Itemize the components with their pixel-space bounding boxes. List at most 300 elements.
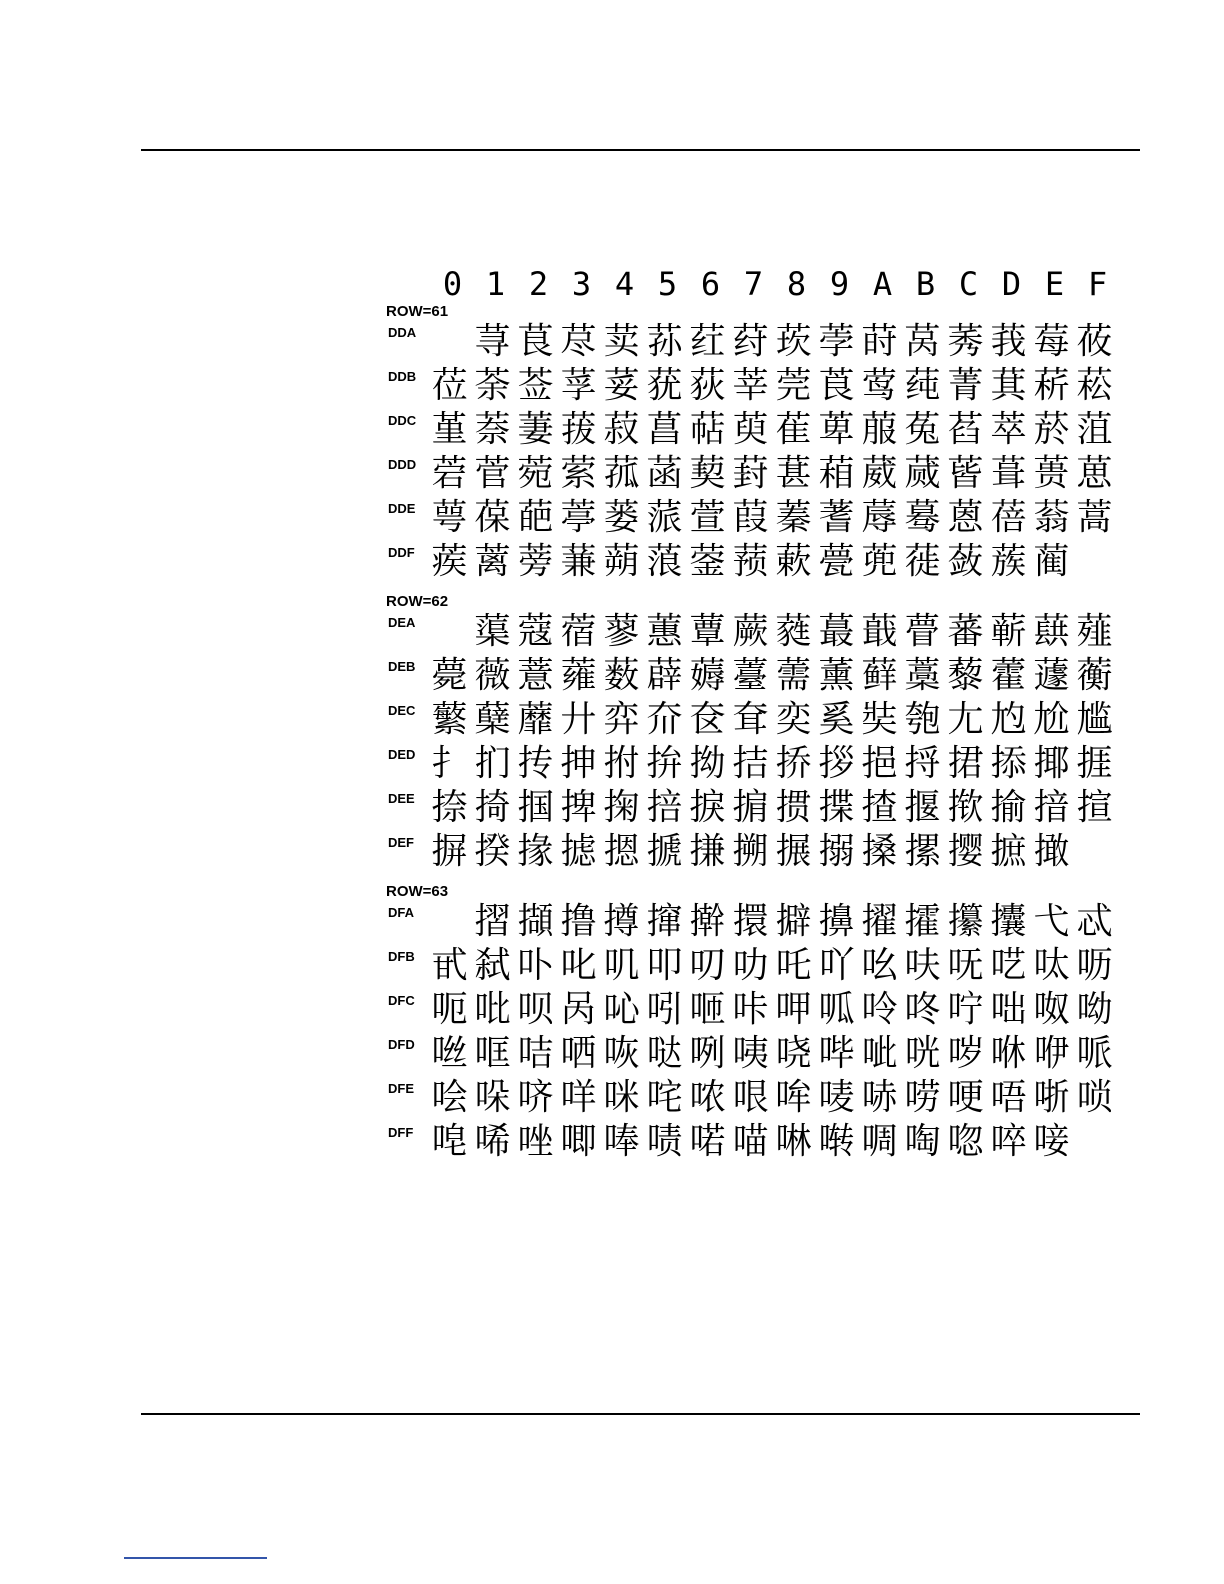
glyph-cell: 咿: [1033, 1033, 1070, 1074]
glyph-cell: 蒺: [431, 541, 468, 582]
glyph-cell: 葸: [1076, 453, 1113, 494]
glyph-cell: 拚: [646, 743, 683, 784]
glyph-cell: 拊: [603, 743, 640, 784]
table-body: [386, 304, 1146, 1164]
glyph-cell: 呷: [775, 989, 812, 1030]
glyph-cell: 撺: [646, 901, 683, 942]
glyph-cell: 萁: [990, 365, 1027, 406]
glyph-cell: 蓼: [603, 611, 640, 652]
glyph-cell: 蓣: [732, 541, 769, 582]
glyph-cell: 莼: [904, 365, 941, 406]
glyph-cell: 葶: [560, 497, 597, 538]
row-code: DEC: [388, 703, 416, 718]
block-spacer: [386, 874, 1146, 884]
glyph-cell: 蓍: [818, 497, 855, 538]
glyph-cell: 荸: [818, 321, 855, 362]
glyph-cell: 荭: [689, 321, 726, 362]
glyph-cell: 啁: [861, 1121, 898, 1162]
glyph-cell: 弑: [474, 945, 511, 986]
glyph-cell: 撸: [560, 901, 597, 942]
glyph-cell: 哐: [474, 1033, 511, 1074]
glyph-cell: 唑: [517, 1121, 554, 1162]
glyph-cell: 甙: [431, 945, 468, 986]
glyph-cell: 攉: [904, 901, 941, 942]
column-header-4: 4: [614, 265, 635, 303]
glyph-cell: 莞: [775, 365, 812, 406]
glyph-cell: 菘: [1076, 365, 1113, 406]
row-label: ROW=61: [386, 303, 449, 320]
glyph-cell: 蘧: [1033, 655, 1070, 696]
glyph-cell: 撄: [947, 831, 984, 872]
glyph-cell: 蕲: [990, 611, 1027, 652]
glyph-cell: 萆: [818, 409, 855, 450]
glyph-cell: 蔺: [1033, 541, 1070, 582]
glyph-cell: 奁: [689, 699, 726, 740]
glyph-cell: 莴: [904, 321, 941, 362]
row-block: [386, 884, 1146, 1164]
glyph-cell: 莳: [861, 321, 898, 362]
glyph-cell: 抻: [560, 743, 597, 784]
glyph-cell: 拗: [689, 743, 726, 784]
glyph-cell: 喏: [689, 1121, 726, 1162]
glyph-cell: 揄: [990, 787, 1027, 828]
glyph-cell: 蓿: [560, 611, 597, 652]
glyph-cell: 吡: [474, 989, 511, 1030]
glyph-cell: 蓰: [904, 541, 941, 582]
glyph-cell: 荩: [560, 321, 597, 362]
glyph-cell: 哓: [775, 1033, 812, 1074]
glyph-cell: 堇: [431, 409, 468, 450]
glyph-cell: 菔: [861, 409, 898, 450]
table-row: [386, 496, 1146, 540]
glyph-cell: 蕈: [689, 611, 726, 652]
glyph-cell: 搠: [732, 831, 769, 872]
table-row: [386, 408, 1146, 452]
glyph-cell: 呖: [1076, 945, 1113, 986]
glyph-cell: 揲: [818, 787, 855, 828]
glyph-cell: 咣: [904, 1033, 941, 1074]
glyph-cell: 蕃: [947, 611, 984, 652]
table-row: [386, 900, 1146, 944]
glyph-cell: 呙: [560, 989, 597, 1030]
glyph-cell: 蘖: [474, 699, 511, 740]
glyph-cell: 擷: [517, 901, 554, 942]
glyph-cell: 蓦: [904, 497, 941, 538]
glyph-cell: 揞: [1033, 787, 1070, 828]
glyph-cell: 荨: [474, 321, 511, 362]
glyph-cell: 摭: [990, 831, 1027, 872]
glyph-cell: 蕨: [732, 611, 769, 652]
glyph-cell: 蒗: [646, 541, 683, 582]
column-header-e: E: [1044, 265, 1065, 303]
glyph-cell: 揠: [904, 787, 941, 828]
glyph-cell: 哧: [861, 1077, 898, 1118]
glyph-cell: 摁: [603, 831, 640, 872]
glyph-cell: 卟: [517, 945, 554, 986]
glyph-cell: 葩: [517, 497, 554, 538]
glyph-cell: 哝: [689, 1077, 726, 1118]
column-header-6: 6: [700, 265, 721, 303]
glyph-cell: 掴: [517, 787, 554, 828]
row-code: DED: [388, 747, 416, 762]
glyph-cell: 攥: [947, 901, 984, 942]
glyph-cell: 咧: [689, 1033, 726, 1074]
glyph-cell: 吲: [646, 989, 683, 1030]
glyph-cell: 叱: [560, 945, 597, 986]
glyph-cell: 哕: [947, 1033, 984, 1074]
glyph-cell: 擤: [818, 901, 855, 942]
glyph-cell: 菁: [947, 365, 984, 406]
glyph-cell: 咂: [689, 989, 726, 1030]
glyph-cell: 匏: [904, 699, 941, 740]
column-header-0: 0: [442, 265, 463, 303]
glyph-cell: 菖: [646, 409, 683, 450]
glyph-cell: 哚: [474, 1077, 511, 1118]
glyph-cell: 薷: [775, 655, 812, 696]
glyph-cell: 呲: [861, 1033, 898, 1074]
row-code: DFB: [388, 949, 415, 964]
glyph-cell: 吒: [775, 945, 812, 986]
glyph-cell: 撙: [603, 901, 640, 942]
glyph-cell: 喵: [732, 1121, 769, 1162]
glyph-cell: 蒡: [517, 541, 554, 582]
glyph-cell: 摺: [474, 901, 511, 942]
glyph-cell: 蘩: [431, 699, 468, 740]
table-row: [386, 1120, 1146, 1164]
glyph-cell: 蔻: [517, 611, 554, 652]
glyph-cell: 挹: [861, 743, 898, 784]
glyph-cell: 捺: [431, 787, 468, 828]
glyph-cell: 掭: [990, 743, 1027, 784]
glyph-cell: 擐: [732, 901, 769, 942]
glyph-cell: 薮: [603, 655, 640, 696]
glyph-cell: 薰: [818, 655, 855, 696]
glyph-cell: 忒: [1076, 901, 1113, 942]
column-header-5: 5: [657, 265, 678, 303]
glyph-cell: 搡: [861, 831, 898, 872]
glyph-cell: 葺: [990, 453, 1027, 494]
glyph-cell: 尢: [947, 699, 984, 740]
glyph-cell: 菸: [1033, 409, 1070, 450]
column-header-f: F: [1087, 265, 1108, 303]
glyph-cell: 搌: [775, 831, 812, 872]
table-row: [386, 830, 1146, 874]
glyph-cell: 薤: [1076, 611, 1113, 652]
glyph-cell: 瞢: [904, 611, 941, 652]
glyph-cell: 吖: [818, 945, 855, 986]
glyph-cell: 萼: [431, 497, 468, 538]
row-code: DDA: [388, 325, 417, 340]
glyph-cell: 荪: [646, 321, 683, 362]
glyph-cell: 咄: [990, 989, 1027, 1030]
glyph-cell: 蓊: [1033, 497, 1070, 538]
glyph-cell: 莪: [990, 321, 1027, 362]
glyph-cell: 葭: [732, 497, 769, 538]
glyph-cell: 呱: [818, 989, 855, 1030]
row-label: ROW=62: [386, 593, 449, 610]
glyph-cell: 搦: [818, 831, 855, 872]
glyph-cell: 藿: [990, 655, 1027, 696]
glyph-cell: 蘼: [517, 699, 554, 740]
table-row: [386, 364, 1146, 408]
glyph-cell: 叻: [732, 945, 769, 986]
glyph-cell: 啭: [818, 1121, 855, 1162]
glyph-cell: 蒴: [603, 541, 640, 582]
glyph-cell: 掼: [775, 787, 812, 828]
glyph-cell: 蕹: [560, 655, 597, 696]
glyph-cell: 蒿: [1076, 497, 1113, 538]
glyph-cell: 啧: [646, 1121, 683, 1162]
glyph-cell: 咔: [732, 989, 769, 1030]
glyph-cell: 萜: [689, 409, 726, 450]
glyph-cell: 菀: [517, 453, 554, 494]
row-block: [386, 304, 1146, 584]
glyph-cell: 呗: [517, 989, 554, 1030]
glyph-cell: 蔸: [861, 541, 898, 582]
glyph-cell: 呤: [861, 989, 898, 1030]
glyph-cell: 擢: [861, 901, 898, 942]
glyph-cell: 蓐: [861, 497, 898, 538]
table-row: [386, 540, 1146, 584]
glyph-cell: 挢: [775, 743, 812, 784]
row-code: DEA: [388, 615, 416, 630]
glyph-cell: 弋: [1033, 901, 1070, 942]
glyph-cell: 擗: [775, 901, 812, 942]
glyph-cell: 哌: [1076, 1033, 1113, 1074]
row-code: DDC: [388, 413, 417, 428]
glyph-cell: 哒: [646, 1033, 683, 1074]
glyph-cell: 尥: [990, 699, 1027, 740]
table-row: [386, 944, 1146, 988]
glyph-cell: 萦: [560, 453, 597, 494]
glyph-cell: 蔌: [775, 541, 812, 582]
column-header-8: 8: [786, 265, 807, 303]
glyph-cell: 蒽: [947, 497, 984, 538]
glyph-cell: 尴: [1076, 699, 1113, 740]
glyph-cell: 揎: [1076, 787, 1113, 828]
glyph-cell: 掾: [517, 831, 554, 872]
glyph-cell: 拮: [732, 743, 769, 784]
glyph-cell: 菥: [1033, 365, 1070, 406]
header-rule: [141, 149, 1140, 151]
glyph-cell: 扌: [431, 743, 468, 784]
glyph-cell: 捭: [560, 787, 597, 828]
glyph-cell: 蒉: [1033, 453, 1070, 494]
table-row: [386, 1032, 1146, 1076]
glyph-cell: 呋: [904, 945, 941, 986]
glyph-cell: 叽: [603, 945, 640, 986]
glyph-cell: 蓠: [474, 541, 511, 582]
glyph-cell: 掎: [474, 787, 511, 828]
glyph-cell: 茛: [517, 321, 554, 362]
glyph-cell: 藜: [947, 655, 984, 696]
glyph-cell: 哞: [775, 1077, 812, 1118]
glyph-cell: 弈: [603, 699, 640, 740]
glyph-cell: 葙: [818, 453, 855, 494]
glyph-cell: 蕺: [861, 611, 898, 652]
glyph-cell: 薜: [646, 655, 683, 696]
glyph-cell: 莶: [517, 365, 554, 406]
glyph-cell: 蒇: [904, 453, 941, 494]
glyph-cell: 哳: [1033, 1077, 1070, 1118]
table-row: [386, 786, 1146, 830]
glyph-cell: 夼: [646, 699, 683, 740]
glyph-cell: 萱: [689, 497, 726, 538]
glyph-cell: 唧: [560, 1121, 597, 1162]
glyph-cell: 咻: [990, 1033, 1027, 1074]
glyph-cell: 哏: [732, 1077, 769, 1118]
glyph-cell: 唢: [1076, 1077, 1113, 1118]
table-row: [386, 1076, 1146, 1120]
glyph-cell: 莘: [732, 365, 769, 406]
glyph-cell: 咚: [904, 989, 941, 1030]
glyph-cell: 藓: [861, 655, 898, 696]
glyph-cell: 蕻: [1033, 611, 1070, 652]
glyph-cell: 唏: [474, 1121, 511, 1162]
glyph-cell: 唿: [947, 1121, 984, 1162]
glyph-cell: 荮: [732, 321, 769, 362]
row-code: DEB: [388, 659, 416, 674]
glyph-cell: 吆: [861, 945, 898, 986]
table-row: [386, 698, 1146, 742]
glyph-cell: 揶: [1033, 743, 1070, 784]
row-code: DDE: [388, 501, 416, 516]
glyph-cell: 蓓: [990, 497, 1027, 538]
glyph-cell: 尬: [1033, 699, 1070, 740]
glyph-cell: 啉: [775, 1121, 812, 1162]
block-spacer: [386, 584, 1146, 594]
glyph-cell: 摒: [431, 831, 468, 872]
glyph-cell: 咩: [560, 1077, 597, 1118]
column-header-d: D: [1001, 265, 1022, 303]
glyph-cell: 呶: [1033, 989, 1070, 1030]
glyph-cell: 薹: [732, 655, 769, 696]
glyph-cell: 咛: [947, 989, 984, 1030]
glyph-cell: 呔: [1033, 945, 1070, 986]
glyph-cell: 菪: [431, 453, 468, 494]
glyph-cell: 捱: [1076, 743, 1113, 784]
glyph-cell: 葜: [689, 453, 726, 494]
glyph-cell: 蔟: [990, 541, 1027, 582]
column-header-b: B: [915, 265, 936, 303]
glyph-cell: 莰: [775, 321, 812, 362]
glyph-cell: 廾: [560, 699, 597, 740]
glyph-cell: 蕙: [646, 611, 683, 652]
column-header-7: 7: [743, 265, 764, 303]
glyph-cell: 唔: [990, 1077, 1027, 1118]
glyph-cell: 薨: [431, 655, 468, 696]
glyph-cell: 葑: [732, 453, 769, 494]
glyph-cell: 蘅: [1076, 655, 1113, 696]
table-row: [386, 988, 1146, 1032]
glyph-cell: 叨: [689, 945, 726, 986]
glyph-cell: 捋: [904, 743, 941, 784]
glyph-cell: 蒌: [603, 497, 640, 538]
glyph-cell: 呒: [947, 945, 984, 986]
glyph-cell: 叩: [646, 945, 683, 986]
glyph-cell: 莅: [431, 365, 468, 406]
column-header-c: C: [958, 265, 979, 303]
glyph-cell: 藁: [904, 655, 941, 696]
glyph-cell: 萏: [947, 409, 984, 450]
glyph-cell: 咝: [431, 1033, 468, 1074]
glyph-cell: 蓁: [775, 497, 812, 538]
glyph-cell: 莩: [560, 365, 597, 406]
table-row: [386, 452, 1146, 496]
glyph-cell: 攮: [990, 901, 1027, 942]
row-code: DFE: [388, 1081, 414, 1096]
table-row: [386, 320, 1146, 364]
glyph-cell: 萘: [474, 409, 511, 450]
glyph-cell: 蒈: [947, 453, 984, 494]
glyph-cell: 莜: [1076, 321, 1113, 362]
glyph-cell: 葆: [474, 497, 511, 538]
glyph-cell: 耷: [732, 699, 769, 740]
glyph-cell: 萑: [775, 409, 812, 450]
glyph-cell: 唣: [431, 1121, 468, 1162]
footer-link-underline[interactable]: [124, 1557, 267, 1559]
glyph-cell: 蕞: [818, 611, 855, 652]
glyph-cell: 荽: [603, 365, 640, 406]
glyph-cell: 甍: [818, 541, 855, 582]
table-row: [386, 610, 1146, 654]
glyph-cell: 莠: [947, 321, 984, 362]
glyph-cell: 摞: [904, 831, 941, 872]
glyph-cell: 捩: [689, 787, 726, 828]
code-table: [386, 262, 1146, 1164]
row-code: DFD: [388, 1037, 415, 1052]
glyph-cell: 薇: [474, 655, 511, 696]
glyph-cell: 捃: [947, 743, 984, 784]
glyph-cell: 咭: [517, 1033, 554, 1074]
glyph-cell: 咴: [603, 1033, 640, 1074]
glyph-cell: 蓥: [689, 541, 726, 582]
glyph-cell: 荻: [689, 365, 726, 406]
glyph-cell: 唛: [818, 1077, 855, 1118]
column-header: [386, 262, 1146, 304]
glyph-cell: 掬: [603, 787, 640, 828]
glyph-cell: 奘: [861, 699, 898, 740]
row-code: DFC: [388, 993, 415, 1008]
glyph-cell: 搛: [689, 831, 726, 872]
glyph-cell: 唠: [904, 1077, 941, 1118]
glyph-cell: 萋: [517, 409, 554, 450]
glyph-cell: 荼: [474, 365, 511, 406]
glyph-cell: 啕: [904, 1121, 941, 1162]
glyph-cell: 薅: [689, 655, 726, 696]
glyph-cell: 摅: [560, 831, 597, 872]
glyph-cell: 吣: [603, 989, 640, 1030]
glyph-cell: 哙: [431, 1077, 468, 1118]
glyph-cell: 萃: [990, 409, 1027, 450]
glyph-cell: 呦: [1076, 989, 1113, 1030]
glyph-cell: 萸: [732, 409, 769, 450]
glyph-cell: 唼: [1033, 1121, 1070, 1162]
column-header-3: 3: [571, 265, 592, 303]
glyph-cell: 蔹: [947, 541, 984, 582]
row-code: DEE: [388, 791, 415, 806]
glyph-cell: 哂: [560, 1033, 597, 1074]
glyph-cell: 扪: [474, 743, 511, 784]
glyph-cell: 葚: [775, 453, 812, 494]
table-row: [386, 654, 1146, 698]
glyph-cell: 葳: [861, 453, 898, 494]
glyph-cell: 菽: [603, 409, 640, 450]
glyph-cell: 奕: [775, 699, 812, 740]
glyph-cell: 咤: [646, 1077, 683, 1118]
row-code: DEF: [388, 835, 414, 850]
glyph-cell: 莸: [646, 365, 683, 406]
